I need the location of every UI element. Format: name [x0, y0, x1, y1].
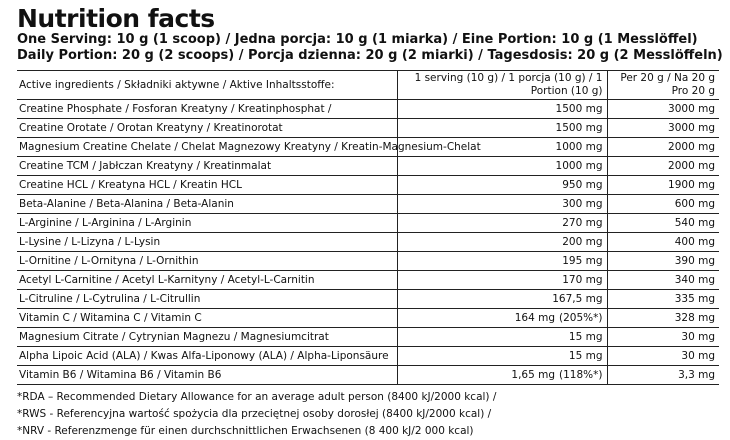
- table-row: [17, 328, 719, 347]
- serving-amount-cell: [397, 347, 607, 366]
- serving-amount: 300 mg: [562, 198, 603, 210]
- footnote-rws: *RWS - Referencyjna wartość spożycia dla przeciętnej osoby dorosłej (8400 kJ/2000 kcal) /: [17, 408, 492, 420]
- ingredient-name: L-Lysine / L-Lizyna / L-Lysin: [17, 233, 397, 252]
- daily-amount: 2000 mg: [607, 157, 719, 176]
- serving-amount: 15 mg: [568, 331, 603, 343]
- serving-amount: 200 mg: [562, 236, 603, 248]
- table-row: [17, 347, 719, 366]
- serving-amount-cell: [397, 366, 607, 385]
- daily-amount: 1900 mg: [607, 176, 719, 195]
- table-row: [17, 119, 719, 138]
- ingredient-name: Magnesium Citrate / Cytrynian Magnezu / Magnesiumcitrat: [17, 328, 397, 347]
- ingredient-name: Creatine Phosphate / Fosforan Kreatyny / Kreatinphosphat /: [17, 100, 397, 119]
- table-row: [17, 271, 719, 290]
- daily-amount: 600 mg: [607, 195, 719, 214]
- serving-amount-cell: [397, 195, 607, 214]
- ingredient-name: Creatine TCM / Jabłczan Kreatyny / Kreatinmalat: [17, 157, 397, 176]
- table-row: [17, 195, 719, 214]
- serving-amount: 164 mg: [514, 312, 556, 324]
- footnote-rda: *RDA – Recommended Dietary Allowance for an average adult person (8400 kJ/2000 kcal) /: [17, 391, 497, 403]
- daily-amount: 335 mg: [607, 290, 719, 309]
- daily-amount: 3000 mg: [607, 100, 719, 119]
- table-row: [17, 157, 719, 176]
- serving-amount: 167,5 mg: [552, 293, 603, 305]
- header-daily: Per 20 g / Na 20 g Pro 20 g: [607, 71, 719, 100]
- serving-amount: 1000 mg: [555, 141, 603, 153]
- daily-amount: 3,3 mg: [607, 366, 719, 385]
- serving-amount-cell: [397, 157, 607, 176]
- footnotes: [17, 389, 718, 440]
- serving-amount: 15 mg: [568, 350, 603, 362]
- table-row: [17, 214, 719, 233]
- header-serving: 1 serving (10 g) / 1 porcja (10 g) / 1 Portion (10 g): [397, 71, 607, 100]
- ingredient-name: Beta-Alanine / Beta-Alanina / Beta-Alanin: [17, 195, 397, 214]
- serving-amount-cell: [397, 252, 607, 271]
- daily-amount: 340 mg: [607, 271, 719, 290]
- table-header-row: [17, 71, 719, 100]
- daily-amount: 390 mg: [607, 252, 719, 271]
- serving-amount: 950 mg: [562, 179, 603, 191]
- table-row: [17, 176, 719, 195]
- serving-amount-cell: [397, 233, 607, 252]
- footnote-nrv: *NRV - Referenzmenge für einen durchschnittlichen Erwachsenen (8 400 kJ/2 000 kcal): [17, 425, 474, 437]
- ingredient-name: L-Citruline / L-Cytrulina / L-Citrullin: [17, 290, 397, 309]
- serving-amount: 1000 mg: [555, 160, 603, 172]
- ingredient-name: Magnesium Creatine Chelate / Chelat Magnezowy Kreatyny / Kreatin-Magnesium-Chelat: [17, 138, 397, 157]
- daily-amount: 400 mg: [607, 233, 719, 252]
- ingredient-name: Acetyl L-Carnitine / Acetyl L-Karnityny / Acetyl-L-Carnitin: [17, 271, 397, 290]
- serving-amount: 195 mg: [562, 255, 603, 267]
- serving-amount: 1500 mg: [555, 122, 603, 134]
- daily-amount: 3000 mg: [607, 119, 719, 138]
- serving-amount: 1500 mg: [555, 103, 603, 115]
- serving-amount-cell: [397, 309, 607, 328]
- daily-amount: 2000 mg: [607, 138, 719, 157]
- ingredient-name: Alpha Lipoic Acid (ALA) / Kwas Alfa-Liponowy (ALA) / Alpha-Liponsäure: [17, 347, 397, 366]
- serving-amount: 170 mg: [562, 274, 603, 286]
- daily-amount: 328 mg: [607, 309, 719, 328]
- ingredient-name: Creatine HCL / Kreatyna HCL / Kreatin HCL: [17, 176, 397, 195]
- nutrition-table: [17, 70, 719, 385]
- daily-amount: 30 mg: [607, 328, 719, 347]
- table-row: [17, 138, 719, 157]
- serving-amount-cell: [397, 271, 607, 290]
- serving-amount-cell: [397, 176, 607, 195]
- ingredient-name: Vitamin B6 / Witamina B6 / Vitamin B6: [17, 366, 397, 385]
- table-row: [17, 233, 719, 252]
- ingredient-name: L-Ornitine / L-Ornityna / L-Ornithin: [17, 252, 397, 271]
- rda-percent: (205%*): [559, 312, 603, 324]
- ingredient-name: Creatine Orotate / Orotan Kreatyny / Kreatinorotat: [17, 119, 397, 138]
- serving-amount-cell: [397, 214, 607, 233]
- daily-amount: 30 mg: [607, 347, 719, 366]
- rda-percent: (118%*): [559, 369, 603, 381]
- daily-portion-line: Daily Portion: 20 g (2 scoops) / Porcja dzienna: 20 g (2 miarki) / Tagesdosis: 20 g (2 Messlöffeln): [17, 48, 723, 63]
- table-row: [17, 290, 719, 309]
- header-ingredients: Active ingredients / Składniki aktywne / Aktive Inhaltsstoffe:: [17, 71, 397, 100]
- ingredient-name: Vitamin C / Witamina C / Vitamin C: [17, 309, 397, 328]
- table-row: [17, 309, 719, 328]
- page-title: Nutrition facts: [17, 4, 215, 33]
- serving-amount-cell: [397, 290, 607, 309]
- daily-amount: 540 mg: [607, 214, 719, 233]
- serving-amount: 270 mg: [562, 217, 603, 229]
- table-row: [17, 366, 719, 385]
- ingredient-name: L-Arginine / L-Arginina / L-Arginin: [17, 214, 397, 233]
- serving-size-line: One Serving: 10 g (1 scoop) / Jedna porcja: 10 g (1 miarka) / Eine Portion: 10 g (1 Messlöffel): [17, 32, 698, 47]
- serving-amount-cell: [397, 100, 607, 119]
- serving-amount-cell: [397, 328, 607, 347]
- table-row: [17, 252, 719, 271]
- serving-amount-cell: [397, 119, 607, 138]
- table-row: [17, 100, 719, 119]
- serving-amount: 1,65 mg: [511, 369, 556, 381]
